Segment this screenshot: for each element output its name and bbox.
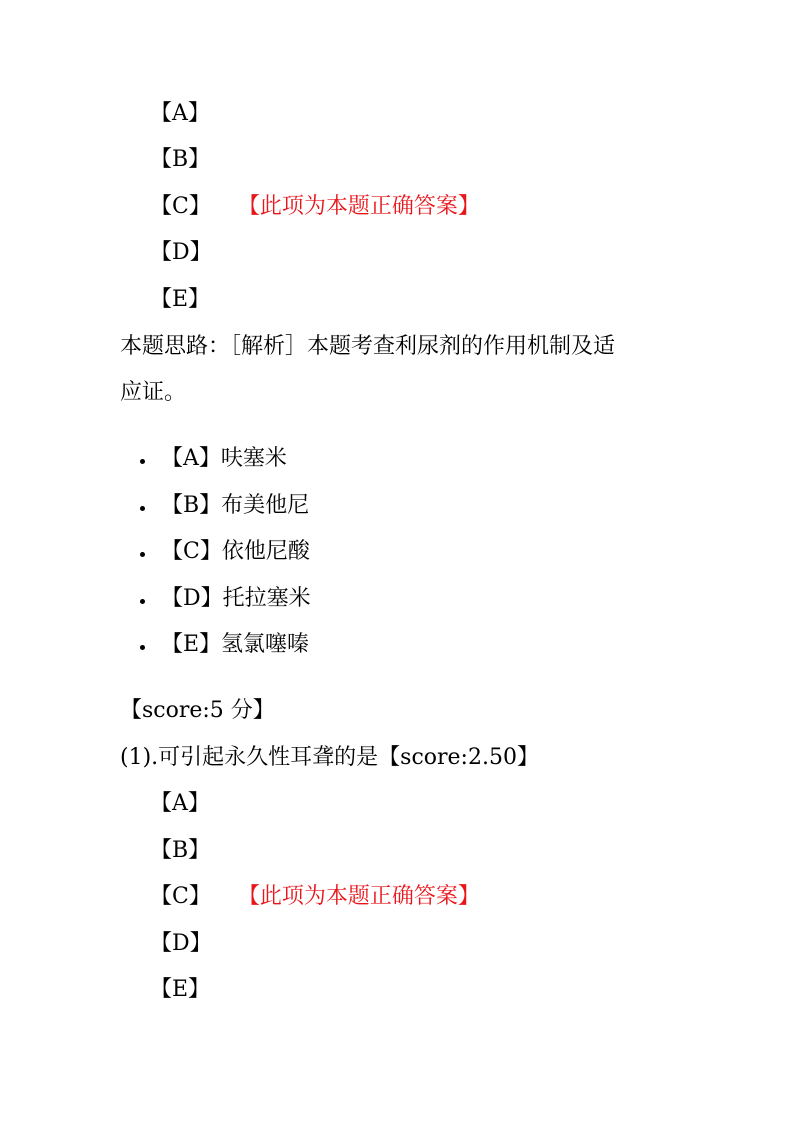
option-c [150, 192, 480, 222]
choice-item [140, 537, 310, 567]
option-c [150, 882, 480, 912]
choice-item [140, 584, 311, 614]
choice-text: 【A】呋塞米 [161, 446, 287, 471]
option-label: 【D】 [150, 931, 212, 956]
option-label: 【A】 [150, 101, 210, 126]
option-label: 【E】 [150, 287, 211, 312]
option-label: 【D】 [150, 240, 212, 265]
correct-answer-mark: 【此项为本题正确答案】 [248, 194, 480, 219]
explanation-line-1: 本题思路：［解析］本题考查利尿剂的作用机制及适 [120, 334, 616, 359]
option-label: 【C】 [150, 194, 211, 219]
choice-text: 【B】布美他尼 [161, 493, 310, 518]
choice-text: 【C】依他尼酸 [161, 539, 310, 564]
option-label: 【B】 [150, 147, 211, 172]
choice-text: 【E】氢氯噻嗪 [161, 632, 310, 657]
choice-item [140, 491, 309, 521]
bullet-icon [140, 645, 145, 650]
option-label: 【E】 [150, 977, 211, 1002]
correct-answer-mark: 【此项为本题正确答案】 [248, 884, 480, 909]
option-label: 【C】 [150, 884, 211, 909]
choice-item [140, 444, 287, 474]
choice-text: 【D】托拉塞米 [161, 586, 311, 611]
option-e [150, 285, 210, 315]
option-b [150, 836, 210, 866]
bullet-icon [140, 459, 145, 464]
option-a [150, 99, 210, 129]
option-d [150, 238, 212, 268]
bullet-icon [140, 506, 145, 511]
group-score: 【score:5 分】 [120, 698, 275, 723]
option-e [150, 975, 210, 1005]
bullet-icon [140, 599, 145, 604]
question-stem: (1).可引起永久性耳聋的是【score:2.50】 [120, 745, 539, 770]
option-d [150, 929, 212, 959]
option-b [150, 145, 210, 175]
option-label: 【B】 [150, 838, 211, 863]
option-label: 【A】 [150, 791, 210, 816]
option-a [150, 789, 210, 819]
choice-item [140, 630, 309, 660]
bullet-icon [140, 552, 145, 557]
explanation-line-2: 应证。 [120, 380, 187, 405]
